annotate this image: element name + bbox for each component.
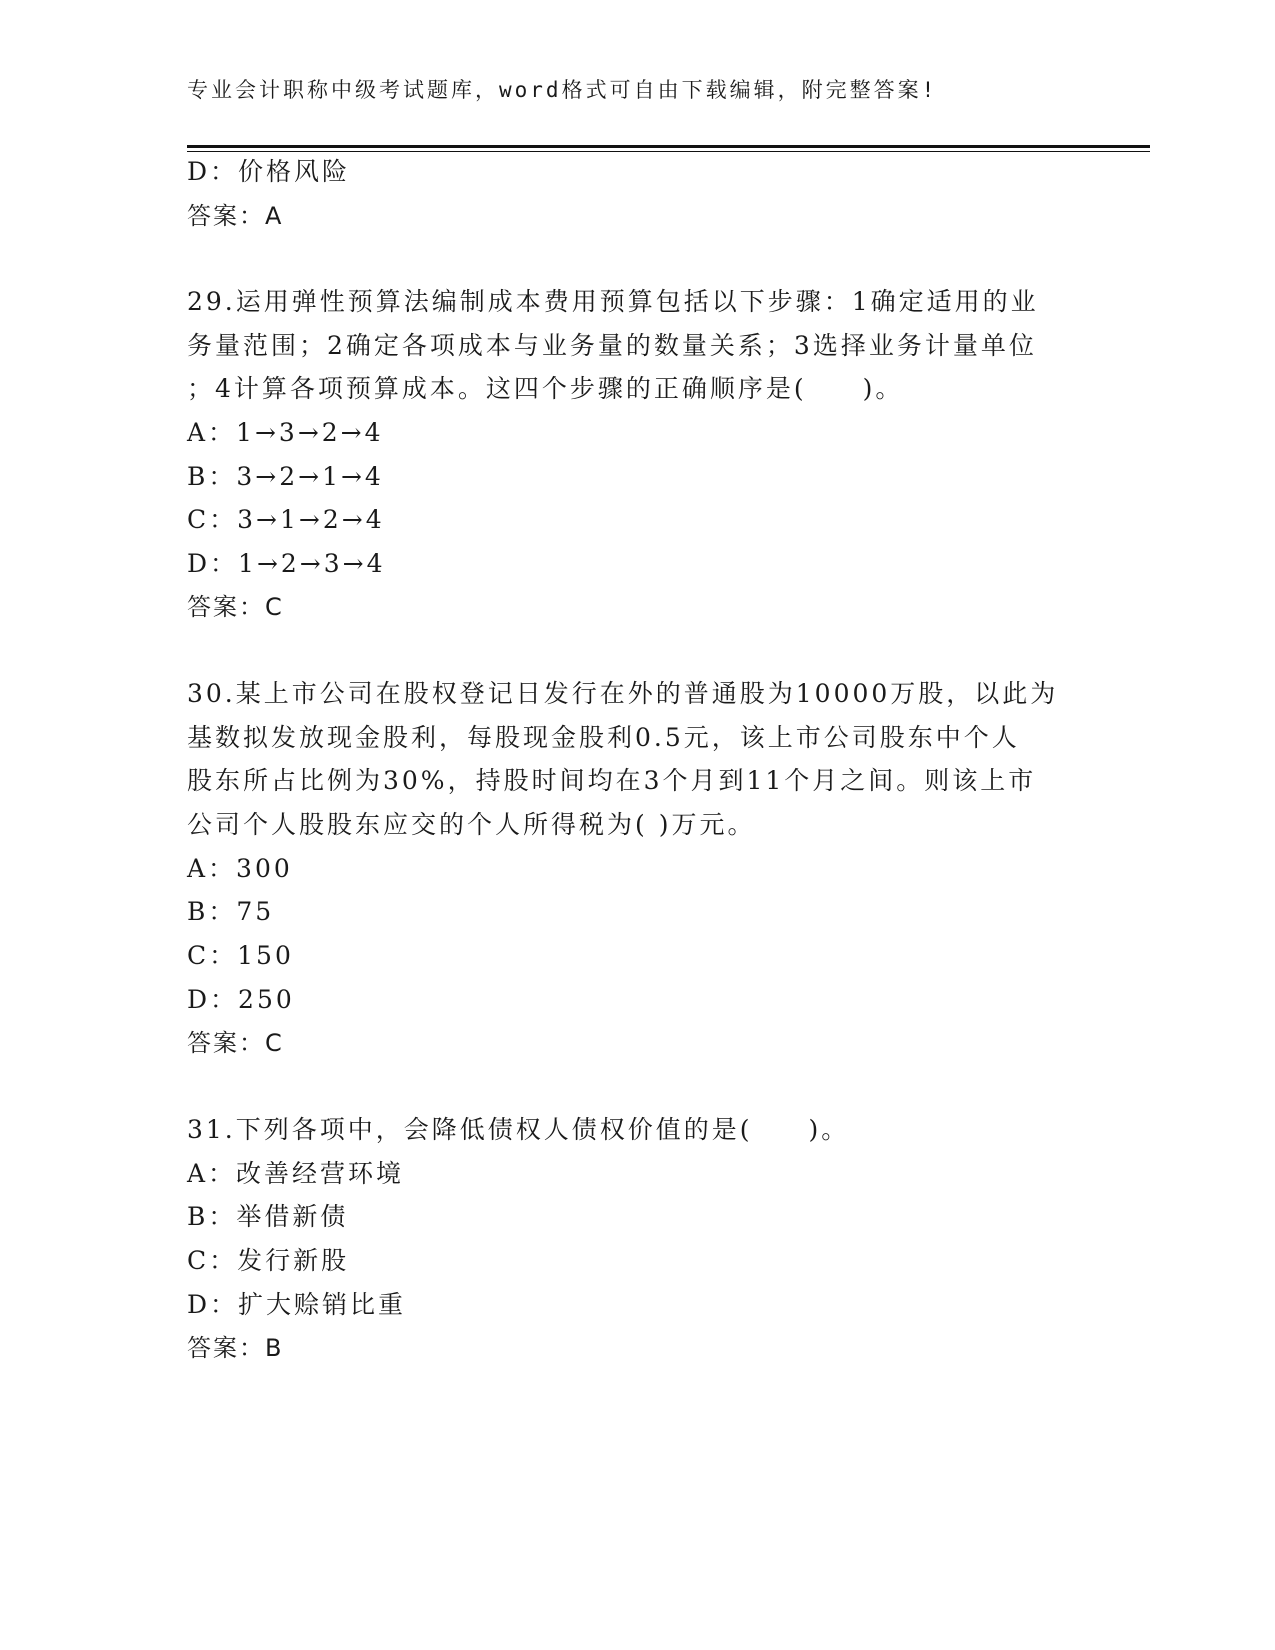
option-d: D：价格风险 [187, 157, 351, 186]
question-30-answer: 答案：C [187, 1029, 284, 1057]
question-31-stem-line-1: 31.下列各项中，会降低债权人债权价值的是( )。 [187, 1115, 850, 1144]
question-31-option-c: C：发行新股 [187, 1246, 350, 1275]
answer-label: 答案：A [187, 202, 284, 230]
question-29-option-a: A：1→3→2→4 [187, 418, 384, 447]
question-29-option-c: C：3→1→2→4 [187, 505, 385, 534]
question-29-stem-line-1: 29.运用弹性预算法编制成本费用预算包括以下步骤：1确定适用的业 [187, 287, 1039, 316]
question-31-option-b: B：举借新债 [187, 1202, 349, 1231]
question-30-stem-line-4: 公司个人股股东应交的个人所得税为( )万元。 [187, 810, 756, 839]
question-31-answer: 答案：B [187, 1334, 284, 1362]
page-header: 专业会计职称中级考试题库，word格式可自由下载编辑，附完整答案! [187, 78, 938, 102]
question-30-stem-line-2: 基数拟发放现金股利，每股现金股利0.5元，该上市公司股东中个人 [187, 723, 1020, 752]
question-31-option-d: D：扩大赊销比重 [187, 1290, 407, 1319]
question-30-option-d: D：250 [187, 985, 295, 1014]
question-29-option-d: D：1→2→3→4 [187, 549, 386, 578]
question-30-option-b: B：75 [187, 897, 275, 926]
header-divider [187, 145, 1150, 148]
question-30-option-a: A：300 [187, 854, 293, 883]
question-29-answer: 答案：C [187, 593, 284, 621]
header-divider-thin [187, 151, 1150, 152]
question-29-option-b: B：3→2→1→4 [187, 462, 384, 491]
question-29-stem-line-2: 务量范围；2确定各项成本与业务量的数量关系；3选择业务计量单位 [187, 331, 1037, 360]
question-30-stem-line-3: 股东所占比例为30%，持股时间均在3个月到11个月之间。则该上市 [187, 766, 1037, 795]
question-31-option-a: A：改善经营环境 [187, 1159, 405, 1188]
question-30-stem-line-1: 30.某上市公司在股权登记日发行在外的普通股为10000万股，以此为 [187, 679, 1059, 708]
question-30-option-c: C：150 [187, 941, 294, 970]
question-29-stem-line-3: ；4计算各项预算成本。这四个步骤的正确顺序是( )。 [187, 374, 904, 403]
